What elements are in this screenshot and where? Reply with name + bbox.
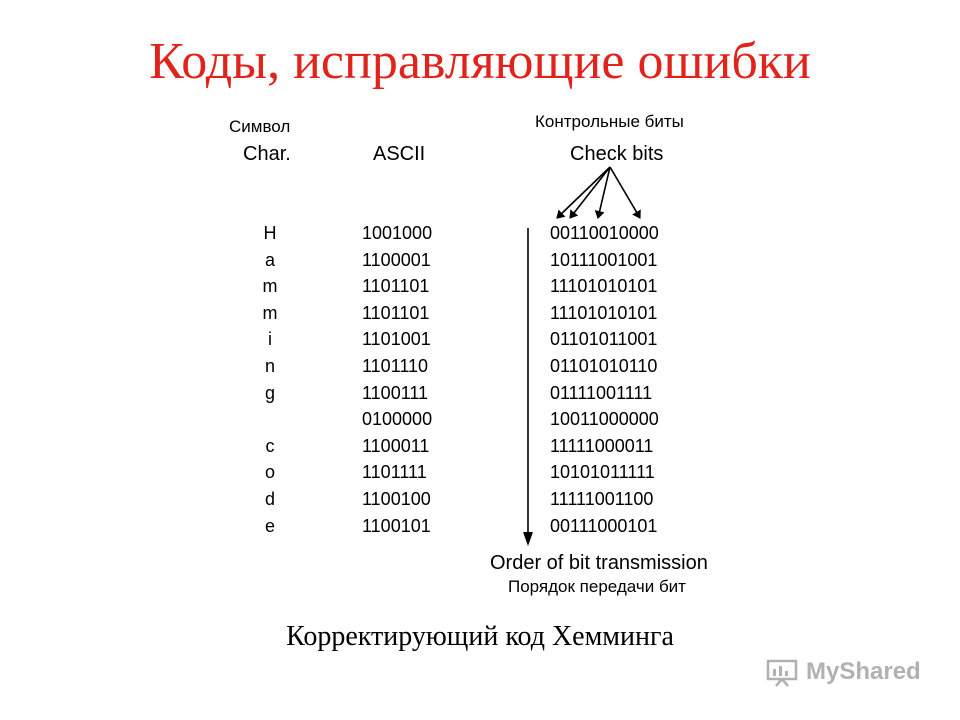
row-char: a <box>264 249 275 270</box>
row-ascii-code: 1100101 <box>362 515 431 536</box>
table-row <box>0 406 960 432</box>
row-hamming-code: 11101010101 <box>550 276 658 297</box>
row-hamming-code: 10011000000 <box>550 409 659 430</box>
table-row <box>0 353 960 379</box>
slide-subtitle: Корректирующий код Хемминга <box>286 621 674 652</box>
row-hamming-code: 11101010101 <box>550 302 658 323</box>
brand-watermark[interactable] <box>766 655 936 691</box>
table-row <box>0 459 960 485</box>
row-char: o <box>264 462 275 483</box>
table-row <box>0 326 960 352</box>
row-char: c <box>265 435 275 456</box>
row-ascii-code: 1101001 <box>362 329 431 350</box>
row-hamming-code: 01111001111 <box>550 382 653 403</box>
row-char: d <box>264 489 275 509</box>
pointer-arrow-bit-8 <box>610 167 640 218</box>
row-ascii-code: 1100011 <box>362 435 430 456</box>
row-hamming-code: 01101011001 <box>550 329 658 350</box>
slide-title: Коды, исправляющие ошибки <box>149 33 811 90</box>
table-row <box>0 486 960 512</box>
row-hamming-code: 10101011111 <box>550 462 655 483</box>
pointer-arrow-bit-4 <box>598 167 610 218</box>
row-char: g <box>264 382 275 403</box>
row-char: n <box>264 356 275 376</box>
row-ascii-code: 1100100 <box>362 489 431 509</box>
check-bits-label-ru: Контрольные биты <box>535 112 684 131</box>
table-row <box>0 513 960 539</box>
ascii-column-header: ASCII <box>373 143 426 165</box>
table-row <box>0 433 960 459</box>
char-column-header: Char. <box>243 143 291 165</box>
row-hamming-code: 10111001001 <box>550 249 658 270</box>
presentation-board-icon <box>766 659 800 687</box>
row-ascii-code: 1101101 <box>362 276 430 297</box>
pointer-arrow-bit-1 <box>557 167 610 218</box>
row-char: m <box>262 276 278 297</box>
row-char: m <box>262 302 278 323</box>
row-ascii-code: 1100111 <box>362 382 429 403</box>
row-ascii-code: 1100001 <box>362 249 431 270</box>
row-hamming-code: 00110010000 <box>550 223 659 243</box>
symbol-label-ru: Символ <box>229 117 291 136</box>
table-row <box>0 273 960 299</box>
row-ascii-code: 1101101 <box>362 302 430 323</box>
table-row <box>0 300 960 326</box>
transmission-order-label-ru: Порядок передачи бит <box>508 577 686 596</box>
pointer-arrow-bit-2 <box>570 167 610 218</box>
row-hamming-code: 01101010110 <box>550 356 658 376</box>
transmission-order-label: Order of bit transmission <box>490 552 708 574</box>
row-char: i <box>268 329 272 350</box>
check-bit-pointer-arrows <box>557 167 640 218</box>
row-ascii-code: 1001000 <box>362 223 433 243</box>
table-row <box>0 220 960 246</box>
row-ascii-code: 1101111 <box>362 462 427 483</box>
row-char: H <box>263 223 277 243</box>
table-row <box>0 247 960 273</box>
row-hamming-code: 00111000101 <box>550 515 658 536</box>
row-ascii-code: 1101110 <box>362 356 429 376</box>
row-hamming-code: 11111001100 <box>550 489 654 509</box>
row-hamming-code: 11111000011 <box>550 435 654 456</box>
table-row <box>0 380 960 406</box>
check-bits-column-header: Check bits <box>570 143 664 165</box>
row-ascii-code: 0100000 <box>362 409 433 430</box>
row-char: e <box>264 515 275 536</box>
brand-name: MyShared <box>806 658 921 685</box>
